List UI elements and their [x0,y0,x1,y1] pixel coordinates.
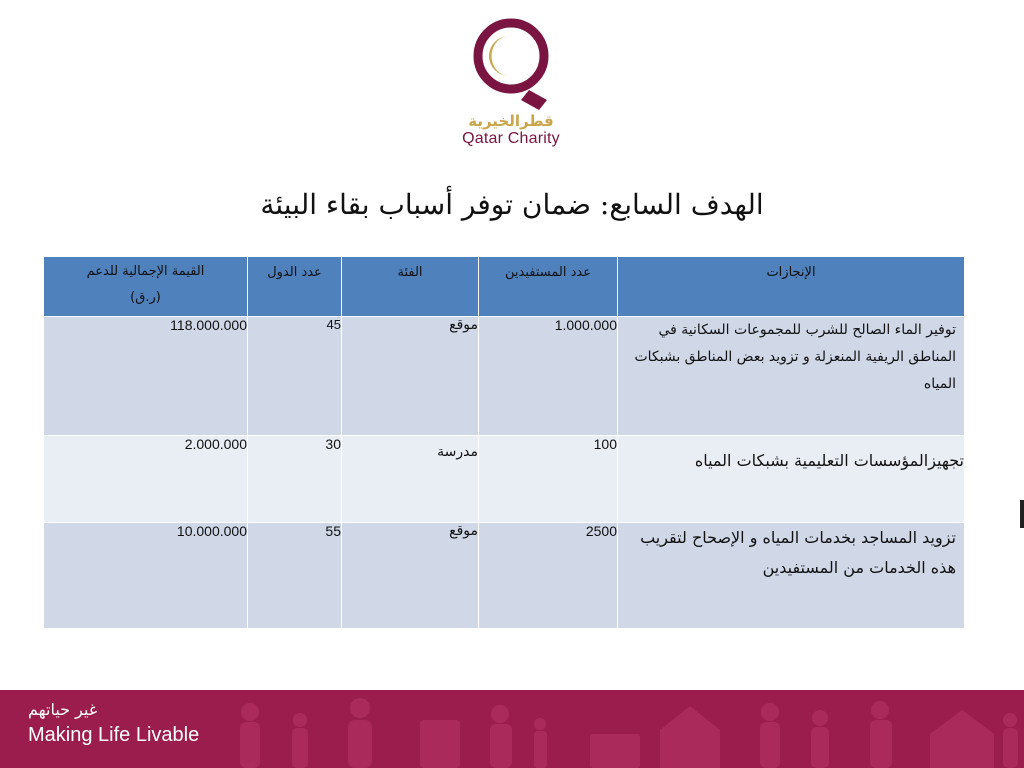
cell-beneficiaries: 1.000.000 [479,317,618,436]
cell-beneficiaries: 2500 [479,523,618,629]
header-beneficiaries: عدد المستفيدين [479,257,618,317]
cell-achievement: تزويد المساجد بخدمات المياه و الإصحاح لتقريب هذه الخدمات من المستفيدين [618,523,965,629]
cell-countries: 30 [248,436,342,523]
cell-countries: 55 [248,523,342,629]
header-total-value: القيمة الإجمالية للدعم (ر.ق) [44,257,248,317]
cell-achievement: تجهيزالمؤسسات التعليمية بشبكات المياه [618,436,965,523]
footer-tagline-arabic: غير حياتهم [28,700,98,719]
table-row [44,523,965,629]
cell-category: موقع [342,317,479,436]
cell-total-value: 118.000.000 [44,317,248,436]
achievements-table [43,256,965,629]
logo-name-arabic: قطرالخيرية [468,112,554,130]
footer-tagline-english: Making Life Livable [28,724,200,746]
slide-title: الهدف السابع: ضمان توفر أسباب بقاء البيئة [260,188,764,221]
logo-emblem-icon [469,14,553,110]
table-row [44,436,965,523]
logo-name-english: Qatar Charity [462,130,560,147]
cell-countries: 45 [248,317,342,436]
cell-category: مدرسة [342,436,479,523]
header-achievements: الإنجازات [618,257,965,317]
table-header-row [44,257,965,317]
cell-achievement: توفير الماء الصالح للشرب للمجموعات السكانية في المناطق الريفية المنعزلة و تزويد بعض المناطق بشبكات المياه [618,317,965,436]
slide-edge-mark [1020,500,1024,528]
header-category: الفئة [342,257,479,317]
cell-beneficiaries: 100 [479,436,618,523]
cell-total-value: 10.000.000 [44,523,248,629]
footer-band [0,690,1024,768]
header-countries: عدد الدول [248,257,342,317]
cell-total-value: 2.000.000 [44,436,248,523]
cell-category: موقع [342,523,479,629]
table-row [44,317,965,436]
qatar-charity-logo [446,14,576,160]
